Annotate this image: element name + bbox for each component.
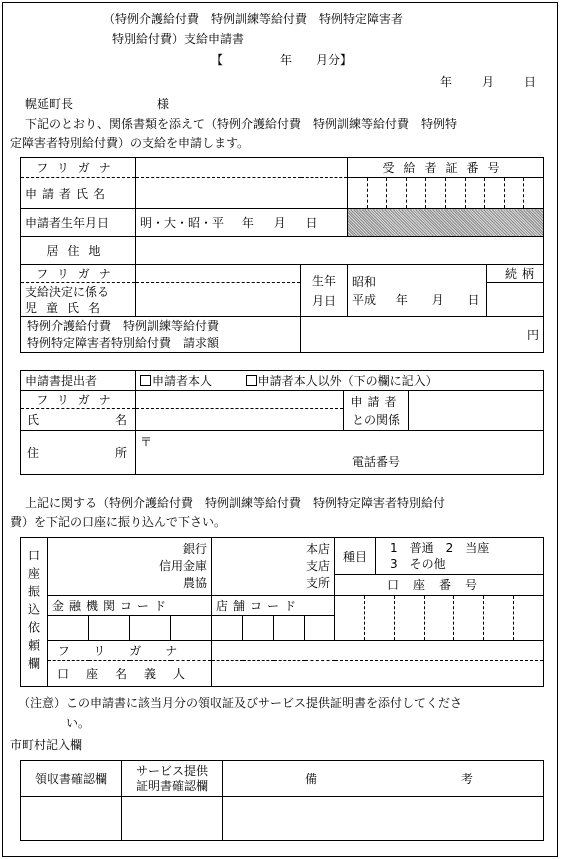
birth-label: 申請者生年月日	[21, 209, 136, 237]
receipt-check-label: 領収書確認欄	[21, 761, 122, 797]
branch-name-field[interactable]	[212, 538, 335, 596]
branch-type-3: 支所	[306, 576, 331, 590]
remarks-label	[223, 761, 544, 797]
service-check-1: サービス提供	[135, 763, 208, 778]
intro-line2: 定障害者特別給付費）の支給を申請します。	[10, 136, 250, 150]
branch-type-2: 支店	[306, 559, 331, 573]
submitter-name-text: 氏名	[27, 413, 204, 427]
applicant-name-label: 申請者氏名	[21, 178, 136, 209]
seinen-2: 月日	[311, 293, 336, 308]
seinen-label	[301, 265, 348, 317]
service-check-label	[122, 761, 223, 797]
service-check-field[interactable]	[122, 797, 223, 841]
address-label: 居住地	[21, 237, 136, 265]
addressee-name: 幌延町長	[25, 97, 74, 111]
child-label-1: 支給決定に係る	[25, 284, 110, 299]
seinen-1: 生年	[311, 273, 336, 288]
holder-label: 口座名義人	[48, 661, 212, 687]
title-line2: 特別給付費）支給申請書	[112, 32, 245, 46]
relation-label: 続柄	[487, 265, 544, 283]
child-month: 月	[431, 292, 444, 307]
bank-code-digit-2[interactable]	[89, 616, 130, 641]
account-number-field[interactable]	[335, 596, 544, 641]
child-birth-field[interactable]	[348, 265, 487, 317]
account-type-label: 種目	[335, 538, 376, 574]
birth-day: 日	[305, 216, 318, 230]
submitter-furigana-field[interactable]	[136, 391, 344, 409]
relation-field[interactable]	[487, 283, 544, 317]
other-checkbox[interactable]	[246, 375, 257, 386]
child-day: 日	[467, 292, 480, 307]
child-label-2: 児童氏名	[25, 300, 110, 315]
bank-code-digit-1[interactable]	[48, 616, 89, 641]
bank-code-label: 金融機関コード	[48, 596, 212, 616]
furigana-field[interactable]	[136, 158, 348, 178]
era-showa: 昭和	[352, 274, 377, 289]
claim-label-1: 特例介護給付費 特例訓練等給付費	[27, 318, 220, 333]
submitter-name-label	[21, 409, 204, 431]
date-year: 年	[440, 75, 453, 89]
child-name-field[interactable]	[136, 283, 301, 317]
branch-code-digit-2[interactable]	[243, 616, 274, 641]
date-month: 月	[482, 75, 495, 89]
era-heisei: 平成	[352, 292, 377, 307]
claim-label-2: 特例特定障害者特別給付費 請求額	[27, 335, 220, 350]
relation-label-line1: 申請者	[350, 394, 402, 409]
holder-furigana-label: フリガナ	[48, 641, 212, 661]
month-year: 年	[280, 53, 293, 67]
remarks-label-2: 考	[460, 772, 473, 786]
child-name-label	[21, 283, 136, 317]
bank-name-field[interactable]	[48, 538, 212, 596]
service-check-2: 証明書確認欄	[135, 778, 208, 793]
holder-furigana-field[interactable]	[212, 641, 544, 661]
jukyusha-number-field[interactable]	[348, 178, 544, 209]
branch-type-1: 本店	[306, 542, 331, 556]
bank-type-3: 農協	[183, 576, 208, 590]
submitter-address-field[interactable]	[136, 431, 544, 475]
title-line1: （特例介護給付費 特例訓練等給付費 特例特定障害者	[103, 12, 404, 26]
addressee-sama: 様	[157, 97, 170, 111]
submitter-address-text: 住所	[27, 446, 204, 460]
branch-code-digit-1[interactable]	[212, 616, 243, 641]
account-side-label: 口座振込依頼欄	[21, 538, 48, 687]
phone-label: 電話番号	[352, 455, 401, 469]
account-type-cell	[335, 538, 544, 596]
applicant-name-field[interactable]	[136, 178, 348, 209]
birth-year: 年	[241, 216, 254, 230]
hatched-area	[348, 209, 544, 237]
remarks-field[interactable]	[223, 797, 544, 841]
holder-field[interactable]	[212, 661, 544, 687]
note-line1: （注意）この申請書に該当月分の領収証及びサービス提供証明書を添付してくださ	[18, 696, 463, 710]
other-option-label: 申請者本人以外（下の欄に記入）	[257, 374, 438, 388]
bank-code-digit-4[interactable]	[171, 616, 212, 641]
submitter-label: 申請書提出者	[21, 371, 136, 391]
account-type-options[interactable]	[376, 538, 543, 574]
self-option-label: 申請者本人	[152, 374, 213, 388]
bank-type-2: 信用金庫	[159, 559, 208, 573]
relation-label-line2: との関係	[351, 412, 400, 427]
municipal-label: 市町村記入欄	[10, 738, 83, 752]
submitter-table	[20, 370, 544, 475]
municipal-table	[20, 760, 544, 841]
date-day: 日	[524, 75, 537, 89]
receipt-check-field[interactable]	[21, 797, 122, 841]
self-checkbox[interactable]	[140, 375, 151, 386]
submitter-options	[136, 371, 544, 391]
bank-code-digit-3[interactable]	[130, 616, 171, 641]
month-bracket-close: 月分】	[316, 53, 353, 67]
jukyusha-label: 受給者証番号	[348, 158, 544, 178]
birth-eras: 明・大・昭・平	[140, 216, 225, 230]
child-year: 年	[395, 292, 408, 307]
transfer-line2: 費）を下記の口座に振り込んで下さい。	[10, 515, 227, 529]
submitter-relation-field[interactable]	[409, 391, 544, 431]
submitter-furigana-label: フリガナ	[21, 391, 136, 409]
yen-label: 円	[527, 328, 540, 342]
branch-code-digit-4[interactable]	[305, 616, 335, 641]
branch-code-digit-3[interactable]	[274, 616, 305, 641]
submitter-address-label	[21, 431, 204, 475]
branch-code-label: 店舗コード	[212, 596, 335, 616]
bank-table	[20, 537, 544, 687]
birth-field[interactable]	[136, 209, 348, 237]
relation-label-2	[344, 391, 409, 431]
note-line2: い。	[66, 716, 91, 730]
account-type-opt1: 1 普通 2 当座	[390, 541, 490, 555]
claim-label	[21, 317, 301, 353]
birth-month: 月	[273, 216, 286, 230]
account-type-opt2: 3 その他	[390, 557, 446, 571]
postal-mark: 〒	[140, 435, 153, 449]
address-field[interactable]	[136, 237, 544, 265]
child-furigana-field[interactable]	[136, 265, 301, 283]
furigana-label: フリガナ	[21, 158, 136, 178]
claim-amount-field[interactable]	[301, 317, 544, 353]
applicant-table	[20, 157, 544, 353]
bank-type-1: 銀行	[183, 542, 208, 556]
month-bracket-open: 【	[211, 53, 224, 67]
account-number-label: 口座番号	[387, 578, 492, 592]
remarks-label-1: 備	[305, 772, 318, 786]
child-furigana-label: フリガナ	[21, 265, 136, 283]
transfer-line1: 上記に関する（特例介護給付費 特例訓練等給付費 特例特定障害者特別給付	[25, 496, 446, 510]
intro-line1: 下記のとおり、関係書類を添えて（特例介護給付費 特例訓練等給付費 特例特	[25, 117, 458, 131]
